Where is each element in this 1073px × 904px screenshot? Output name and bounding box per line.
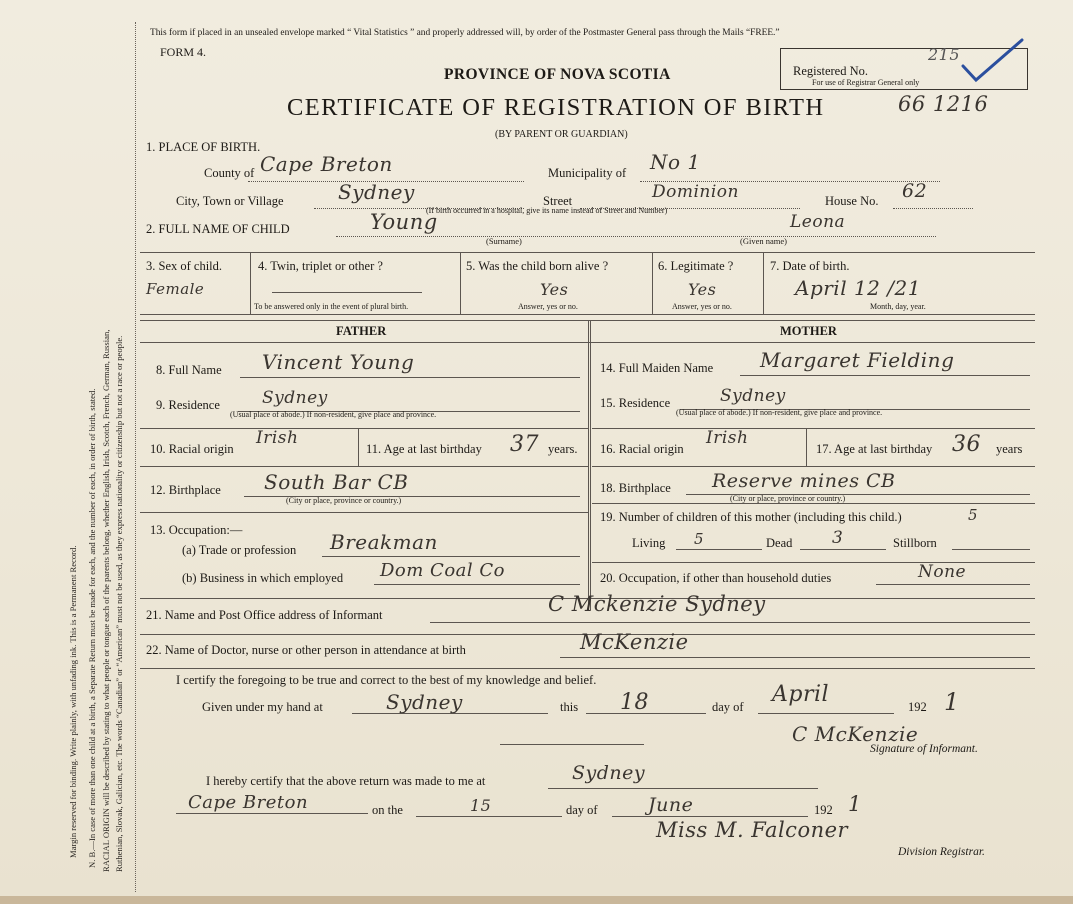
informant-this-label: this (560, 700, 579, 714)
child-given-name-value: Leona (790, 212, 846, 232)
date-of-birth-value: April 12 /21 (795, 276, 921, 300)
informant-month-value: April (772, 682, 830, 707)
side-note-binding: Margin reserved for binding. Write plainly, with unfading ink. This is a Permanent Record. (68, 545, 78, 858)
informant-signature-label: Signature of Informant. (870, 743, 978, 755)
informant-year-prefix: 192 (908, 700, 927, 714)
registered-number: 215 (928, 45, 961, 64)
province-heading: PROVINCE OF NOVA SCOTIA (444, 66, 671, 83)
stillborn-label: Stillborn (893, 536, 937, 550)
business-label: (b) Business in which employed (182, 571, 344, 585)
municipality-label: Municipality of (548, 166, 627, 180)
mother-occupation-label: 20. Occupation, if other than household duties (600, 571, 832, 585)
side-note-racial-1: RACIAL ORIGIN will be described by stating to what people or tongue each of the parents belong, whether English, Irish, Scotch, French, German, Russian, (101, 329, 111, 872)
mother-age-unit: years (996, 442, 1023, 456)
street-label: Street (543, 194, 573, 208)
father-birthplace-note: (City or place, province or country.) (286, 496, 402, 505)
binding-margin-line (135, 22, 136, 892)
mother-residence-note: (Usual place of abode.) If non-resident, give place and province. (676, 408, 883, 417)
date-of-birth-note: Month, day, year. (870, 302, 926, 311)
children-count-label: 19. Number of children of this mother (including this child.) (600, 510, 902, 524)
born-alive-note: Answer, yes or no. (518, 302, 578, 311)
father-age-label: 11. Age at last birthday (366, 442, 482, 456)
mother-residence-label: 15. Residence (600, 396, 671, 410)
given-under-label: Given under my hand at (202, 700, 323, 714)
mother-birthplace-label: 18. Birthplace (600, 481, 671, 495)
house-number-label: House No. (825, 194, 879, 208)
informant-value: C Mckenzie Sydney (548, 592, 766, 616)
child-surname-value: Young (370, 210, 438, 234)
mother-heading: MOTHER (780, 324, 837, 338)
attendant-label: 22. Name of Doctor, nurse or other person in attendance at birth (146, 643, 466, 657)
mother-occupation-value: None (918, 562, 967, 582)
mother-race-value: Irish (706, 428, 749, 448)
dead-value: 3 (832, 528, 844, 548)
informant-place-value: Sydney (386, 690, 463, 714)
registrar-month-value: June (648, 794, 694, 816)
informant-year-digit: 1 (944, 688, 960, 716)
living-value: 5 (694, 530, 705, 548)
father-heading: FATHER (336, 324, 387, 338)
house-number-value: 62 (902, 180, 928, 202)
mother-race-label: 16. Racial origin (600, 442, 684, 456)
mother-birthplace-note: (City or place, province or country.) (730, 494, 846, 503)
father-age-unit: years. (548, 442, 578, 456)
mother-birthplace-value: Reserve mines CB (712, 470, 896, 492)
father-residence-value: Sydney (262, 388, 328, 408)
registrar-year-digit: 1 (848, 792, 862, 816)
registered-label: Registered No. (793, 64, 868, 78)
hospital-note: (If birth occurred in a hospital, give its name instead of Street and Number) (426, 206, 668, 215)
father-name-label: 8. Full Name (156, 363, 222, 377)
father-name-value: Vincent Young (262, 350, 415, 374)
registrar-certify-text: I hereby certify that the above return was made to me at (206, 774, 486, 788)
father-age-value: 37 (510, 432, 539, 457)
county-value: Cape Breton (260, 152, 393, 176)
city-label: City, Town or Village (176, 194, 284, 208)
sex-label: 3. Sex of child. (146, 259, 223, 273)
registrar-day-value: 15 (470, 796, 492, 815)
children-count-value: 5 (968, 506, 979, 524)
county-label: County of (204, 166, 255, 180)
form-number: FORM 4. (160, 45, 207, 59)
father-race-label: 10. Racial origin (150, 442, 234, 456)
informant-day-of-label: day of (712, 700, 744, 714)
father-birthplace-value: South Bar CB (264, 470, 409, 494)
child-name-label: 2. FULL NAME OF CHILD (146, 222, 290, 236)
informant-certify-text: I certify the foregoing to be true and correct to the best of my knowledge and belief. (176, 673, 597, 687)
registrar-day-of-label: day of (566, 803, 598, 817)
born-alive-label: 5. Was the child born alive ? (466, 259, 609, 273)
registrar-on-the-label: on the (372, 803, 403, 817)
business-value: Dom Coal Co (380, 560, 505, 581)
mother-maiden-name-label: 14. Full Maiden Name (600, 361, 714, 375)
registrar-county-value: Cape Breton (188, 792, 309, 813)
legitimate-value: Yes (688, 280, 717, 299)
registrar-year-prefix: 192 (814, 803, 833, 817)
registrar-place-value: Sydney (572, 762, 646, 784)
attendant-value: McKenzie (580, 630, 689, 654)
plurality-note: To be answered only in the event of plural birth. (254, 302, 409, 311)
surname-caption: (Surname) (486, 236, 522, 246)
mother-residence-value: Sydney (720, 386, 786, 406)
mother-age-label: 17. Age at last birthday (816, 442, 933, 456)
certificate-subtitle: (BY PARENT OR GUARDIAN) (495, 129, 628, 140)
legitimate-label: 6. Legitimate ? (658, 259, 734, 273)
certificate-title: CERTIFICATE OF REGISTRATION OF BIRTH (287, 94, 825, 121)
legitimate-note: Answer, yes or no. (672, 302, 732, 311)
born-alive-value: Yes (540, 280, 569, 299)
check-mark-icon (958, 36, 1028, 86)
father-residence-note: (Usual place of abode.) If non-resident, give place and province. (230, 410, 437, 419)
mother-maiden-name-value: Margaret Fielding (760, 348, 955, 372)
city-value: Sydney (338, 180, 415, 204)
dead-label: Dead (766, 536, 793, 550)
title-handwritten-number: 66 1216 (898, 92, 989, 116)
living-label: Living (632, 536, 666, 550)
informant-signature: C McKenzie (792, 722, 919, 746)
father-residence-label: 9. Residence (156, 398, 220, 412)
place-of-birth-label: 1. PLACE OF BIRTH. (146, 140, 261, 154)
side-note-racial-2: Ruthenian, Slovak, Galician, etc. The words “Canadian” or “American” must not be used, as they express nationality or citizenship but not a race or people. (114, 335, 124, 872)
side-note-nb: N. B.—In case of more than one child at a birth, a Separate Return must be made for each, and the number of each, in order of birth, stated. (87, 388, 97, 868)
municipality-value: No 1 (650, 150, 701, 174)
postal-notice: This form if placed in an unsealed envelope marked “ Vital Statistics ” and properly addressed will, by order of the Postmaster General pass through the Mails “FREE.” (150, 28, 780, 38)
trade-label: (a) Trade or profession (182, 543, 297, 557)
street-value: Dominion (652, 182, 739, 202)
given-name-caption: (Given name) (740, 236, 787, 246)
registrar-signature-label: Division Registrar. (898, 846, 985, 858)
father-birthplace-label: 12. Birthplace (150, 483, 221, 497)
trade-value: Breakman (330, 530, 438, 554)
registrar-signature: Miss M. Falconer (656, 818, 849, 842)
mother-age-value: 36 (952, 432, 981, 457)
father-race-value: Irish (256, 428, 299, 448)
informant-day-value: 18 (620, 690, 649, 715)
informant-label: 21. Name and Post Office address of Informant (146, 608, 383, 622)
plurality-label: 4. Twin, triplet or other ? (258, 259, 383, 273)
date-of-birth-label: 7. Date of birth. (770, 259, 850, 273)
sex-value: Female (146, 280, 205, 298)
father-occupation-label: 13. Occupation:— (150, 523, 243, 537)
registrar-use-note: For use of Registrar General only (812, 78, 920, 87)
